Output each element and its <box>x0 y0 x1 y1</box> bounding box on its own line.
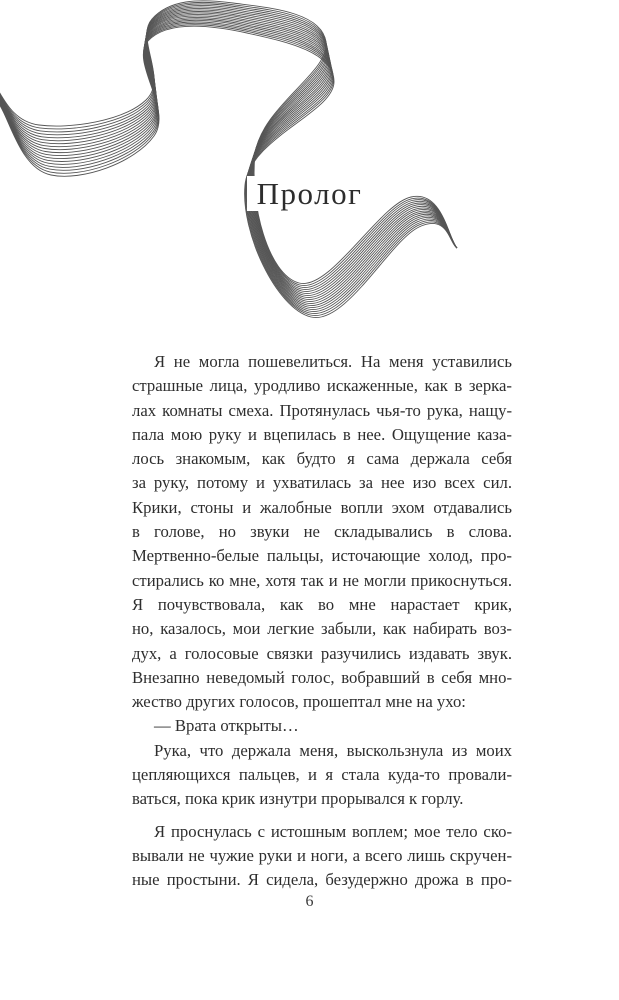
chapter-title <box>0 176 619 212</box>
wave-line <box>0 23 457 313</box>
text-line: Внезапно неведомый голос, вобравший в себя мно- <box>132 667 512 687</box>
text-line: стирались ко мне, хотя так и не могли прикоснуться. <box>132 570 512 590</box>
wave-line <box>0 13 457 300</box>
dialogue-line: — Врата открыты… <box>154 716 299 736</box>
text-line: за руку, потому и ухватилась за нее изо всех сил. <box>132 473 512 493</box>
text-line: дух, а голосовые связки разучились издавать звук. <box>132 643 512 663</box>
text-line: страшные лица, уродливо искаженные, как в зерка- <box>132 376 512 396</box>
text-line: Я почувствовала, как во мне нарастает крик, <box>132 594 512 614</box>
text-line: лось знакомым, как будто я сама держала себя <box>132 449 512 469</box>
text-line: Мертвенно-белые пальцы, источающие холод, про- <box>132 546 512 566</box>
text-line: Крики, стоны и жалобные вопли эхом отдавались <box>132 497 512 517</box>
text-line: ные простыни. Я сидела, безудержно дрожа в про- <box>132 870 512 890</box>
wavy-line-ornament <box>0 0 619 340</box>
wave-line <box>0 14 457 301</box>
text-line: Я не могла пошевелиться. На меня уставились <box>154 352 512 371</box>
text-line: цепляющихся пальцев, и я стала куда-то провали- <box>132 765 512 785</box>
wave-line <box>0 20 457 309</box>
page-number: 6 <box>305 893 314 910</box>
wave-line <box>0 16 457 304</box>
wave-line <box>0 26 457 317</box>
text-line: Я проснулась с истошным воплем; мое тело ско- <box>154 821 512 841</box>
text-line: но, казалось, мои легкие забыли, как набирать воз- <box>132 619 512 639</box>
text-line: Рука, что держала меня, выскользнула из моих <box>154 740 512 760</box>
text-line: в голове, но звуки не складывались в слова. <box>132 522 512 542</box>
wave-line <box>0 22 457 312</box>
text-line: жество других голосов, прошептал мне на ухо: <box>132 692 466 712</box>
chapter-title-text: Пролог <box>247 176 373 211</box>
text-line: лах комнаты смеха. Протянулась чья-то рука, нащу- <box>132 400 512 420</box>
text-line: ваться, пока крик изнутри прорывался к горлу. <box>132 789 464 809</box>
body-text <box>132 350 512 893</box>
text-line: пала мою руку и вцепилась в нее. Ощущение каза- <box>132 424 512 444</box>
wave-line <box>0 8 457 293</box>
wave-line <box>0 19 457 308</box>
text-line: вывали не чужие руки и ноги, а всего лишь скручен- <box>132 845 512 865</box>
